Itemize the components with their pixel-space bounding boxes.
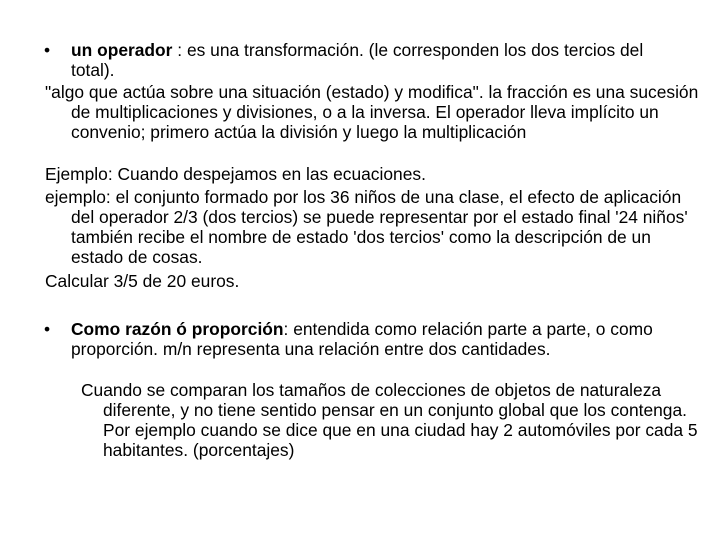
paragraph-calcular: Calcular 3/5 de 20 euros. (45, 271, 240, 291)
bullet-marker: • (44, 40, 51, 60)
bullet-razon (44, 319, 676, 359)
bullet-marker: • (44, 319, 51, 339)
term-operador: un operador (71, 40, 173, 60)
bullet-operador (44, 40, 671, 80)
paragraph-colecciones: Cuando se comparan los tamaños de colecciones de objetos de naturaleza diferente, y no tiene sentido pensar en un conjunto global que los contenga. Por ejemplo cuando se dice que en una ciudad hay 2 automóviles por cada 5 habitantes. (porcentajes) (81, 380, 698, 460)
bullet-razon-text: : entendida como relación parte a parte, o como proporción. m/n representa una relación entre dos cantidades. (71, 319, 653, 359)
bullet-operador-text: : es una transformación. (le corresponden los dos tercios del total). (71, 40, 644, 80)
term-razon: Como razón ó proporción (71, 319, 284, 339)
paragraph-ejemplo-ecuaciones: Ejemplo: Cuando despejamos en las ecuaciones. (45, 164, 426, 184)
paragraph-definicion: "algo que actúa sobre una situación (estado) y modifica". la fracción es una sucesión de multiplicaciones y divisiones, o a la inversa. El operador lleva implícito un convenio; primero actúa la división y luego la multiplicación (45, 82, 699, 142)
paragraph-ejemplo-ninos: ejemplo: el conjunto formado por los 36 niños de una clase, el efecto de aplicación del operador 2/3 (dos tercios) se puede representar por el estado final '24 niños' también recibe el nombre de estado 'dos tercios' como la descripción de un estado de cosas. (45, 187, 688, 267)
